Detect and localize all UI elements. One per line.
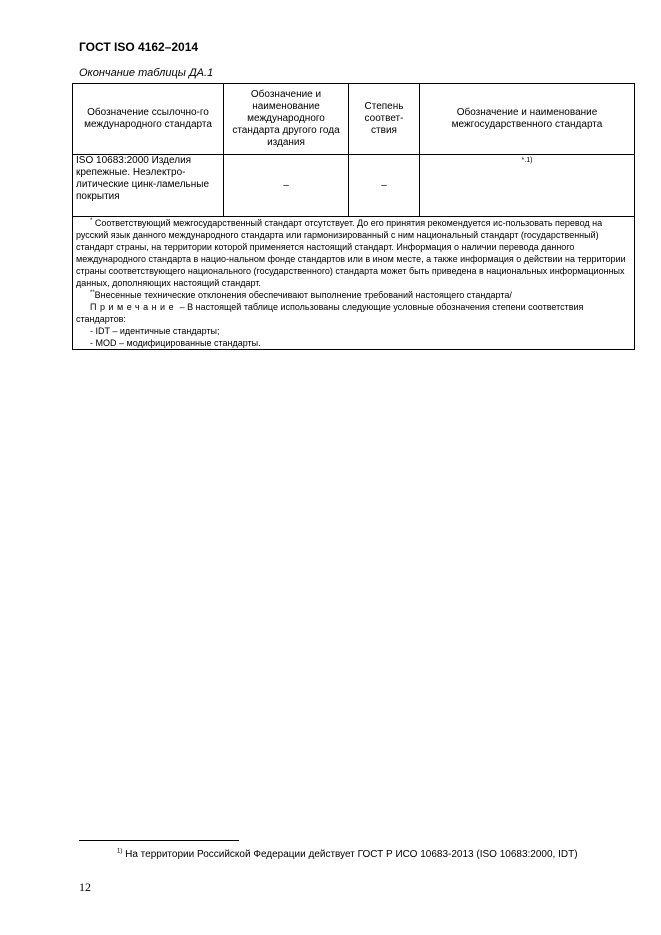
cell-interstate: *.1) [420,155,635,217]
footnote-divider [79,840,239,841]
primechanie-label: Примечание [90,302,178,312]
note-star [76,217,631,289]
header-interstate-standard: Обозначение и наименование межгосударственного стандарта [420,84,635,155]
note-double-star-text: Внесенные технические отклонения обеспечивают выполнение требований настоящего стандарта/ [94,290,512,300]
cell-degree: – [349,155,420,217]
table-header-row [73,84,635,155]
notes-row [73,217,635,350]
primechanie-text: – В настоящей таблице использованы следующие условные обозначения степени соответствия стандартов: [76,302,584,324]
note-primechanie [76,301,631,325]
cell-other-year: – [224,155,349,217]
document-id: ГОСТ ISO 4162–2014 [79,40,199,54]
header-reference-standard: Обозначение ссылочно-го международного стандарта [73,84,224,155]
note-star-mark: * [90,218,93,224]
page-number: 12 [79,880,91,894]
note-mod: - MOD – модифицированные стандарты. [90,338,261,348]
footnote [79,847,624,863]
note-idt: - IDT – идентичные стандарты; [90,326,220,336]
notes-cell [73,217,635,350]
table-caption: Окончание таблицы ДА.1 [79,67,214,79]
cell-reference: ISO 10683:2000 Изделия крепежные. Неэлектро-литические цинк-ламельные покрытия [73,155,224,217]
note-star-text: Соответствующий межгосударственный стандарт отсутствует. До его принятия рекомендуется ис-пользовать перевод на русский язык данного международного стандарта или гармонизированный с ним национальный стандарт (государственный) стандарт страны, на территории которой применяется настоящий стандарт. Информация о наличии перевода данного международного стандарта в нацио-нальном фонде стандартов или в ином месте, а также информация о действии на территории страны соответствующего национального (государственного) стандарта может быть приведена в национальных информационных данных, дополняющих настоящий стандарт. [76,218,626,288]
table-row [73,155,635,217]
note-double-star [76,289,631,301]
header-other-year-standard: Обозначение и наименование международного стандарта другого года издания [224,84,349,155]
reference-table [72,83,635,350]
footnote-text: На территории Российской Федерации действует ГОСТ Р ИСО 10683-2013 (ISO 10683:2000, IDT) [125,849,578,860]
note-double-star-mark: ** [90,290,95,296]
header-degree-of-correspondence: Степень соответ-ствия [349,84,420,155]
footnote-mark: 1) [117,848,123,855]
